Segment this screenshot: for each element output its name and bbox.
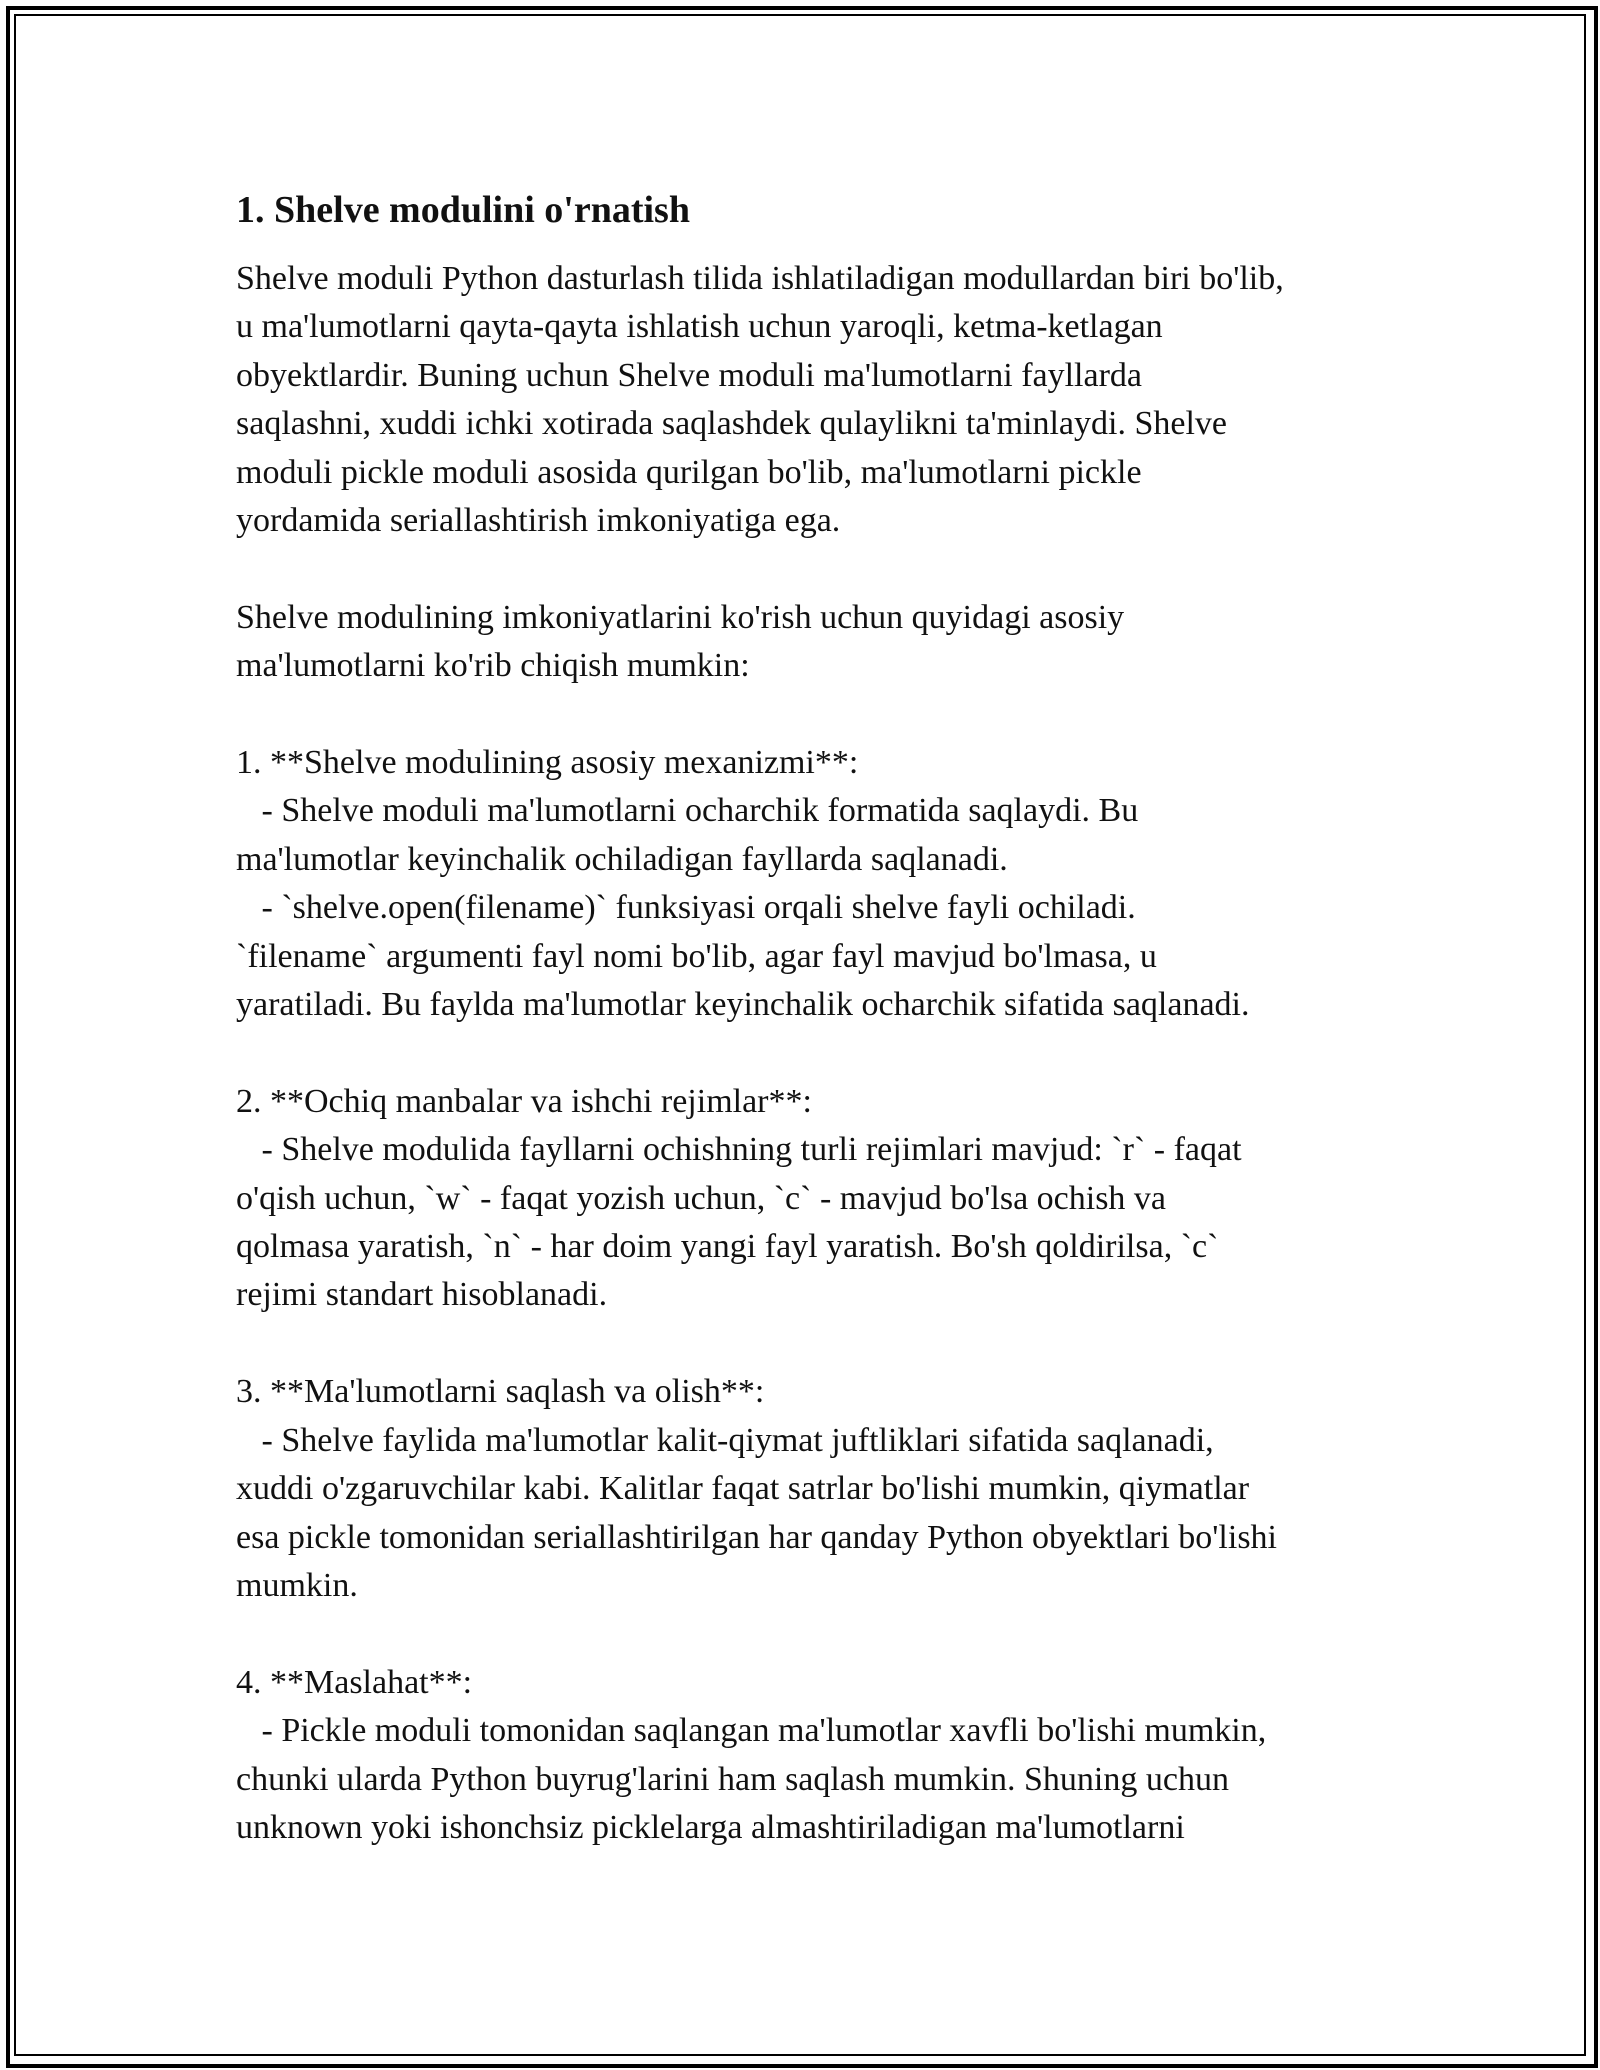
list-item-modes: 2. **Ochiq manbalar va ishchi rejimlar**: - Shelve modulida fayllarni ochishning turli rejimlari mavjud: `r` - faqat o'qish uchun, `w` - faqat yozish uchun, `c` - mavjud bo'lsa ochish va qolmasa yaratish, `n` - har doim yangi fayl yaratish. Bo'sh qoldirilsa, `c` rejimi standart hisoblanadi. [236, 1082, 1242, 1314]
section-title: 1. Shelve modulini o'rnatish [236, 189, 690, 231]
list-item-advice: 4. **Maslahat**: - Pickle moduli tomonidan saqlangan ma'lumotlar xavfli bo'lishi mumkin, chunki ularda Python buyrug'larini ham saqlash mumkin. Shuning uchun unknown yoki ishonchsiz picklelarga almashtiriladigan ma'lumotlarni [236, 1663, 1267, 1846]
document-body [236, 186, 1376, 1852]
paragraph-spacer [236, 1610, 1376, 1658]
list-item-storage: 3. **Ma'lumotlarni saqlash va olish**: - Shelve faylida ma'lumotlar kalit-qiymat juftliklari sifatida saqlanadi, xuddi o'zgaruvchilar kabi. Kalitlar faqat satrlar bo'lishi mumkin, qiymatlar esa pickle tomonidan seriallashtirilgan har qanday Python obyektlari bo'lishi mumkin. [236, 1373, 1278, 1604]
paragraph-spacer [236, 1029, 1376, 1077]
paragraph-spacer [236, 545, 1376, 593]
intro-paragraph: Shelve moduli Python dasturlash tilida ishlatiladigan modullardan biri bo'lib, u ma'lumotlarni qayta-qayta ishlatish uchun yaroqli, ketma-ketlagan obyektlardir. Buning uchun Shelve moduli ma'lumotlarni fayllarda saqlashni, xuddi ichki xotirada saqlashdek qulaylikni ta'minlaydi. Shelve moduli pickle moduli asosida qurilgan bo'lib, ma'lumotlarni pickle yordamida seriallashtirish imkoniyatiga ega. [236, 260, 1284, 540]
paragraph-spacer [236, 691, 1376, 739]
list-item-mechanism: 1. **Shelve modulining asosiy mexanizmi**: - Shelve moduli ma'lumotlarni ocharchik formatida saqlaydi. Bu ma'lumotlar keyinchalik ochiladigan fayllarda saqlanadi. - `shelve.open(filename)` funksiyasi orqali shelve fayli ochiladi. `filename` argumenti fayl nomi bo'lib, agar fayl mavjud bo'lmasa, u yaratiladi. Bu faylda ma'lumotlar keyinchalik ocharchik sifatida saqlanadi. [236, 744, 1250, 1024]
overview-paragraph: Shelve modulining imkoniyatlarini ko'rish uchun quyidagi asosiy ma'lumotlarni ko'rib chiqish mumkin: [236, 598, 1125, 685]
paragraph-spacer [236, 1320, 1376, 1368]
